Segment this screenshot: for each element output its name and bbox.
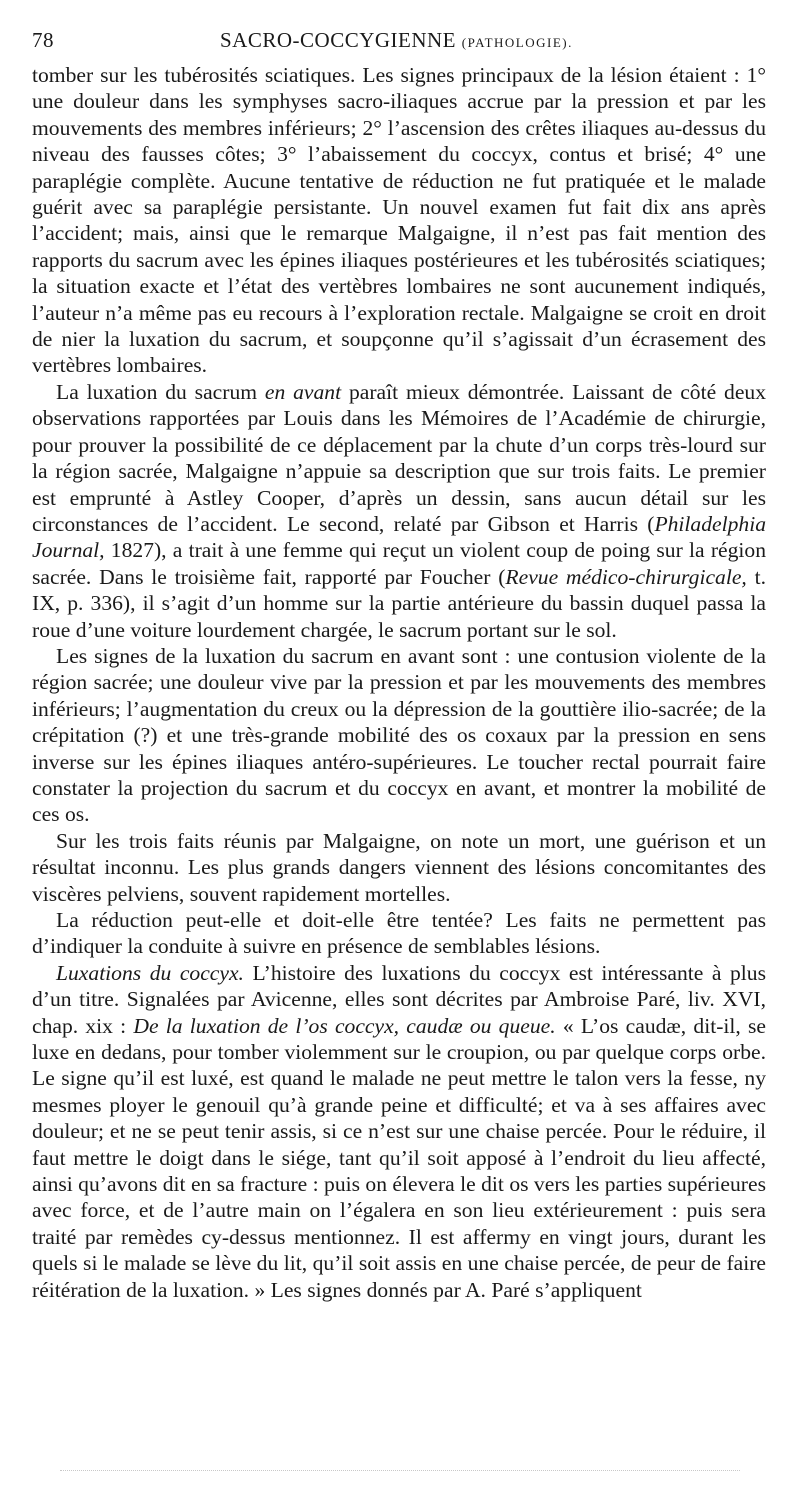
running-title bbox=[192, 28, 766, 53]
text-run: La réduction peut-elle et doit-elle être tentée? Les faits ne permettent pas d’indiquer la conduite à suivre en présence de semblables lésions. bbox=[32, 908, 766, 959]
italic-run: Philadelphia Journal, bbox=[32, 511, 766, 563]
italic-run: Revue médico-chirurgicale, bbox=[505, 564, 747, 589]
text-run: Sur les trois faits réunis par Malgaigne, on note un mort, une guérison et un résultat inconnu. Les plus grands dangers viennent des lésions concomitantes des viscères pelviens, souvent rapidement mortelles. bbox=[32, 828, 766, 906]
paragraph-p1 bbox=[32, 62, 766, 379]
paragraph-p2 bbox=[32, 379, 766, 643]
text-run: paraît mieux démontrée. Laissant de côté deux observations rapportées par Louis dans les Mémoires de l’Académie de chirurgie, pour prouver la possibilité de ce déplacement par la chute d’un corps très-lourd sur la région sacrée, Malgaigne n’appuie sa description que sur trois faits. Le premier est emprunté à Astley Cooper, d’après un dessin, sans aucun détail sur les circonstances de l’accident. Le second, relaté par Gibson et Harris ( bbox=[32, 379, 766, 536]
running-title-main: SACRO-COCCYGIENNE bbox=[220, 28, 457, 52]
paragraph-p4 bbox=[32, 828, 766, 907]
text-run: t. IX, p. 336), il s’agit d’un homme sur la partie antérieure du bassin duquel passa la roue d’une voiture lourdement chargée, le sacrum portant sur le sol. bbox=[32, 564, 766, 642]
page-number: 78 bbox=[32, 28, 54, 52]
text-run: 1827), a trait à une femme qui reçut un violent coup de poing sur la région sacrée. Dans le troisième fait, rapporté par Foucher ( bbox=[32, 538, 766, 589]
text-run: La luxation du sacrum bbox=[56, 379, 265, 404]
italic-run: De la luxation de l’os coccyx, caudæ ou queue. bbox=[133, 1013, 556, 1038]
running-head bbox=[32, 28, 766, 62]
running-title-subtitle: (PATHOLOGIE). bbox=[461, 35, 573, 50]
paragraph-p3 bbox=[32, 643, 766, 828]
paragraph-p5 bbox=[32, 907, 766, 960]
text-run: « L’os caudæ, dit-il, se luxe en dedans, pour tomber violemment sur le croupion, ou par quelque corps orbe. Le signe qu’il est luxé, est quand le malade ne peut mettre le talon vers la fesse, ny mesmes ployer le genouil qu’à grande peine et difficulté; et va à ses affaires avec douleur; et ne se peut tenir assis, si ce n’est sur une chaise percée. Pour le réduire, il faut mettre le doigt dans le siége, tant qu’il soit apposé à l’endroit du lieu affecté, ainsi qu’avons dit en sa fracture : puis on élevera le dit os vers les parties supérieures avec force, et de l’autre main on l’égalera en son lieu extérieurement : puis sera traité par remèdes cy-dessus mentionnez. Il est affermy en vingt jours, durant les quels si le malade se lève du lit, qu’il soit assis en une chaise percée, de peur de faire réitération de la luxation. » Les signes donnés par A. Paré s’appliquent bbox=[32, 1013, 766, 1302]
italic-run: Luxations du coccyx. bbox=[56, 960, 244, 985]
page-bottom-specks bbox=[60, 1470, 740, 1475]
page bbox=[32, 28, 766, 1303]
text-run: L’histoire des luxations du coccyx est intéressante à plus d’un titre. Signalées par Avicenne, elles sont décrites par Ambroise Paré, liv. XVI, chap. xix : bbox=[32, 960, 766, 1038]
body-text bbox=[32, 62, 766, 1303]
text-run: Les signes de la luxation du sacrum en avant sont : une contusion violente de la région sacrée; une douleur vive par la pression et par les mouvements des membres inférieurs; l’augmentation du creux ou la dépression de la gouttière ilio-sacrée; de la crépitation (?) et une très-grande mobilité des os coxaux par la pression en sens inverse sur les épines iliaques antéro-supérieures. Le toucher rectal pourrait faire constater la projection du sacrum et du coccyx en avant, et montrer la mobilité de ces os. bbox=[32, 643, 766, 827]
paragraph-p6 bbox=[32, 960, 766, 1303]
text-run: tomber sur les tubérosités sciatiques. Les signes principaux de la lésion étaient : 1° une douleur dans les symphyses sacro-iliaques accrue par la pression et par les mouvements des membres inférieurs; 2° l’ascension des crêtes iliaques au-dessus du niveau des fausses côtes; 3° l’abaissement du coccyx, contus et brisé; 4° une paraplégie complète. Aucune tentative de réduction ne fut pratiquée et le malade guérit avec sa paraplégie persistante. Un nouvel examen fut fait dix ans après l’accident; mais, ainsi que le remarque Malgaigne, il n’est pas fait mention des rapports du sacrum avec les épines iliaques postérieures et les tubérosités sciatiques; la situation exacte et l’état des vertèbres lombaires ne sont aucunement indiqués, l’auteur n’a même pas eu recours à l’exploration rectale. Malgaigne se croit en droit de nier la luxation du sacrum, et soupçonne qu’il s’agissait d’un écrasement des vertèbres lombaires. bbox=[32, 63, 766, 378]
italic-run: en avant bbox=[264, 379, 342, 404]
